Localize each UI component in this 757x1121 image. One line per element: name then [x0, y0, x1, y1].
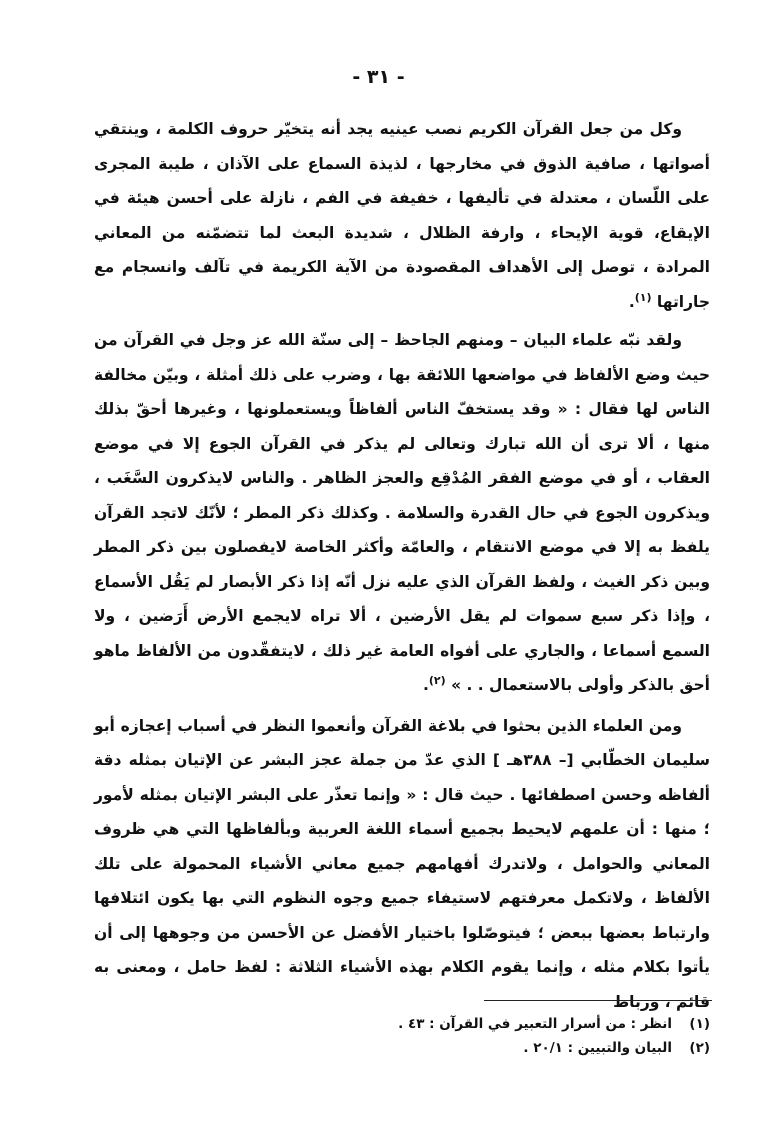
footnote-ref: (٢): [428, 673, 446, 687]
footnote-text: انظر : من أسرار التعبير في القرآن : ٤٣ .: [398, 1016, 672, 1032]
paragraph-text: وكل من جعل القرآن الكريم نصب عينيه يجد أنه يتخيّر حروف الكلمة ، وينتقي أصواتها ، صافية الذوق في مخارجها ، لذيذة السماع على الآذان ، طيبة المجرى على اللّسان ، معتدلة في تأليفها ، خفيفة في الفم ، نازلة على أحسن هيئة في الإيقاع، قوية الإيحاء ، وارفة الظلال ، شديدة البعث لما تتضمّنه من المعاني المرادة ، توصل إلى الأهداف المقصودة من الآية الكريمة في تآلف وانسجام مع جاراتها: [94, 120, 710, 311]
footnote-number: (١): [689, 1016, 710, 1032]
paragraph-end: .: [422, 676, 429, 694]
footnote: [94, 1012, 710, 1036]
body-text: [94, 112, 710, 1019]
paragraph-text: ومن العلماء الذين بحثوا في بلاغة القرآن وأنعموا النظر في أسباب إعجازه أبو سليمان الخطّابي [– ٣٨٨هـ ] الذي عدّ من جملة عجز البشر عن الإتيان بمثله دقة ألفاظه وحسن اصطفائها . حيث قال : « وإنما تعذّر على البشر الإتيان بمثله لأمور ؛ منها : أن علمهم لايحيط بجميع أسماء اللغة العربية وبألفاظها التي هي ظروف المعاني والحوامل ، ولاتدرك أفهامهم جميع معاني الأشياء المحمولة على تلك الألفاظ ، ولاتكمل معرفتهم لاستيفاء جميع وجوه النظوم التي بها يكون ائتلافها وارتباط بعضها ببعض ؛ فيتوصّلوا باختيار الأفضل عن الأحسن من وجوهها إلى أن يأتوا بكلام مثله ، وإنما يقوم الكلام بهذه الأشياء الثلاثة : لفظ حامل ، ومعنى به قائم ، ورباط: [94, 716, 710, 1011]
paragraph: [94, 112, 710, 319]
footnote-ref: (١): [634, 290, 652, 304]
paragraph: [94, 709, 710, 1020]
footnote-text: البيان والتبيين : ٢٠/١ .: [523, 1040, 672, 1056]
paragraph: [94, 323, 710, 703]
paragraph-end: .: [628, 292, 635, 311]
footnote-separator: [484, 1000, 712, 1001]
footnote: [94, 1036, 710, 1060]
page-number: - ٣١ -: [352, 66, 405, 88]
footnotes: [94, 1012, 710, 1060]
footnote-number: (٢): [689, 1040, 710, 1056]
paragraph-text: ولقد نبّه علماء البيان – ومنهم الجاحظ – إلى سنّة الله عز وجل في القرآن من حيث وضع الألفاظ في مواضعها اللائقة بها ، وضرب على ذلك أمثلة ، وبيّن مخالفة الناس لها فقال : « وقد يستخفّ الناس ألفاظاً ويستعملونها ، وغيرها أحقّ بذلك منها ، ألا ترى أن الله تبارك وتعالى لم يذكر في القرآن الجوع إلا في موضع العقاب ، أو في موضع الفقر المُدْقِع والعجز الظاهر . والناس لايذكرون السَّغَب ، ويذكرون الجوع في حال القدرة والسلامة . وكذلك ذكر المطر ؛ لأنّك لاتجد القرآن يلفظ به إلا في موضع الانتقام ، والعامّة وأكثر الخاصة لايفصلون بين ذكر المطر وبين ذكر الغيث ، ولفظ القرآن الذي عليه نزل أنّه إذا ذكر الأبصار لم يَقُل الأسماع ، وإذا ذكر سبع سموات لم يقل الأرضين ، ألا تراه لايجمع الأرض أَرَضين ، ولا السمع أسماعا ، والجاري على أفواه العامة غير ذلك ، لايتفقّدون من الألفاظ ماهو أحق بالذكر وأولى بالاستعمال . . »: [94, 331, 710, 694]
